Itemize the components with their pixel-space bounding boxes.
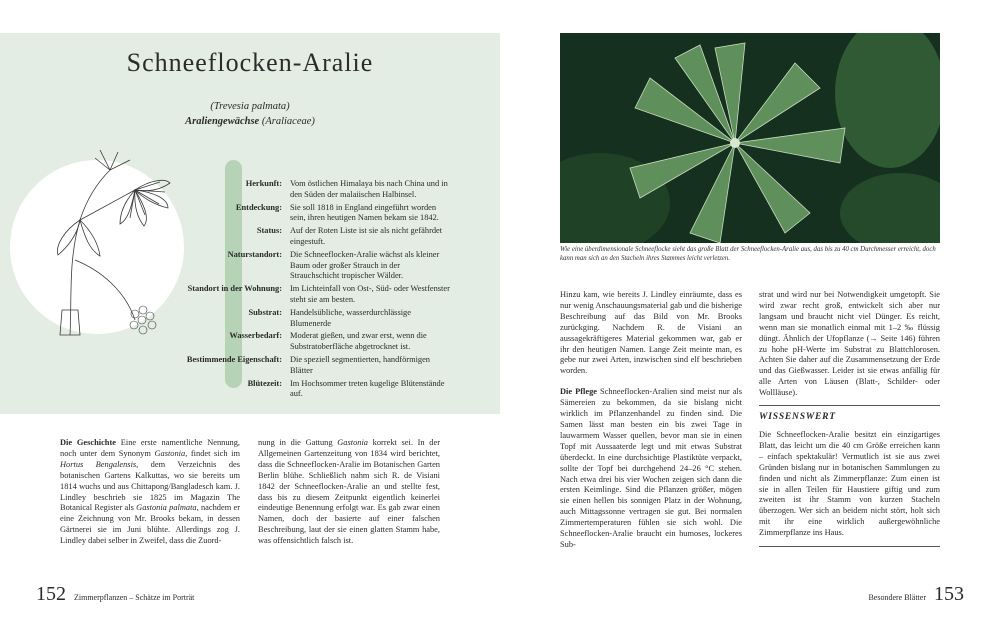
fact-label: Blütezeit: — [247, 378, 282, 388]
fact-label: Status: — [256, 226, 282, 236]
fact-value: Die Schneeflocken-Aralie wächst als kleiner Baum oder großer Strauch in der Strauchschicht tropischer Wälder. — [290, 249, 440, 281]
fact-row — [182, 284, 452, 306]
body-column-1 — [60, 438, 240, 547]
fact-value: Sie soll 1818 in England eingeführt worden sein, ihren heutigen Namen bekam sie 1842. — [290, 202, 439, 223]
plant-illustration-icon — [40, 150, 190, 340]
box-top-rule — [759, 405, 940, 406]
fact-row — [182, 250, 452, 282]
body-column-3 — [560, 290, 742, 551]
body-text: Eine erste namentliche Nennung, noch unter dem Synonym — [60, 438, 240, 458]
body-text: , nachdem er eine Zeichnung von Mr. Brooks bekam, in dessen Gärtnerei sie im Juni blühte. Allerdings zog J. Lindley dabei selber in Zweifel, dass die Zuord- — [60, 503, 240, 546]
fact-row — [182, 355, 452, 377]
fact-label: Wasserbedarf: — [229, 331, 282, 341]
right-page — [500, 0, 1000, 631]
body-column-4 — [759, 290, 940, 399]
box-title: WISSENSWERT — [759, 412, 836, 422]
fact-label: Bestimmende Eigenschaft: — [186, 354, 282, 364]
body-text: , dem Verzeichnis des botanischen Gartens Kalkuttas, wo sie bereits um 1814 wuchs und aus Chittapong/Bangladesch kam. J. Lindley beschrieb sie 1825 im Magazin The Botanical Register als — [60, 459, 240, 513]
fact-label: Entdeckung: — [235, 202, 282, 212]
page-number: 153 — [934, 583, 964, 605]
fact-row — [182, 203, 452, 225]
photo-caption: Wie eine überdimensionale Schneeflocke sieht das große Blatt der Schneeflocken-Aralie aus, das bis zu 40 cm Durchmesser erreicht, doch kann man sich an den Stacheln ihres Stammes leicht verletzen. — [560, 246, 936, 262]
plant-photo — [560, 33, 940, 243]
section-lead: Die Geschichte — [60, 438, 116, 447]
body-text: , findet sich im — [185, 448, 240, 458]
folio-left — [36, 583, 202, 606]
box-bottom-rule — [759, 546, 940, 547]
section-lead: Die Pflege — [560, 387, 597, 397]
fact-value: Im Lichteinfall von Ost-, Süd- oder Westfenster steht sie am besten. — [290, 284, 450, 304]
leaf-photo-icon — [560, 33, 940, 243]
family-latin: (Araliaceae) — [261, 116, 315, 127]
fact-value: Die speziell segmentierten, handförmigen Blätter — [290, 354, 430, 375]
plant-facts — [182, 179, 452, 402]
running-head: Besondere Blätter — [868, 593, 926, 602]
body-text: korrekt sei. In der Allgemeinen Gartenzeitung von 1834 wird berichtet, dass die Schneeflocken-Aralie im Botanischen Garten Berlin blühe. Schließlich nahm sich R. de Visiani 1842 der Schneeflocken-Aralie an und stellte fest, dass bis zu diesem Zeitpunkt eigentlich keinerlei eindeutige Benennung erfolgt war. Es gab zwar einen Namen, doch der basierte auf einer falschen Beschreibung, laut der sie einen glatten Stamm habe, was offensichtlich falsch ist. — [258, 438, 440, 546]
fact-label: Naturstandort: — [227, 249, 282, 259]
folio-right — [860, 583, 964, 606]
fact-label: Herkunft: — [245, 179, 282, 188]
family-name: Araliengewächse — [185, 116, 260, 127]
fact-row — [182, 308, 452, 330]
body-paragraph: strat und wird nur bei Notwendigkeit umgetopft. Sie wird zwar recht groß, entwickelt sich aber nur langsam und braucht nicht viel Dünger. Es reicht, wenn man sie monatlich einmal mit 1–2 ‰ flüssig düngt. Ähnlich der Ufopflanze (→ Seite 146) führen zu hohe pH-Werte im Substrat zu Blattchlorosen. Achten Sie daher auf die Zusammensetzung der Erde und das Gießwasser. Leider ist sie etwas anfällig für alle Arten von Läusen (Blatt-, Schilder- oder Wollläuse). — [759, 290, 940, 398]
fact-value: Moderat gießen, und zwar erst, wenn die Substratoberfläche abgetrocknet ist. — [290, 331, 427, 352]
box-text: Die Schneeflocken-Aralie besitzt ein einzigartiges Blatt, das leicht um die 40 cm Größe erreichen kann – einfach spektakulär! Vermutlich ist sie aus zwei Gründen bislang nur in botanischen Sammlungen zu finden und nicht als Zimmerpflanze: Zum einen ist sie in allen Teilen für Haustiere giftig und zum zweiten ist ihr Stamm von kurzen Stacheln überzogen. Wer sich an beidem nicht stört, holt sich mit ihr eine wirklich außergewöhnliche Zimmerpflanze ins Haus. — [759, 430, 940, 538]
fact-row — [182, 226, 452, 248]
page-number: 152 — [36, 583, 66, 605]
fact-label: Standort in der Wohnung: — [187, 284, 282, 294]
fact-row — [182, 379, 452, 401]
fact-label: Substrat: — [248, 307, 282, 317]
page-title: Schneeflocken-Aralie — [126, 48, 374, 77]
latin-name: (Trevesia palmata) — [210, 101, 290, 112]
plant-family — [0, 116, 500, 127]
fact-value: Auf der Roten Liste ist sie als nicht gefährdet eingestuft. — [290, 226, 443, 246]
fact-value: Handelsübliche, wasserdurchlässige Blumenerde — [290, 307, 411, 328]
body-text-italic: Gastonia palmata — [136, 503, 197, 513]
running-head: Zimmerpflanzen – Schätze im Porträt — [74, 593, 195, 602]
body-text-italic: Gastonia — [337, 438, 368, 447]
fact-value: Vom östlichen Himalaya bis nach China und in den Süden der malaiischen Halbinsel. — [290, 179, 448, 199]
body-text-italic: Gastonia — [154, 448, 186, 458]
body-text: nung in die Gattung — [258, 438, 338, 447]
body-text: Schneeflocken-Aralien sind meist nur als Sämereien zu bekommen, da sie bislang nicht wirklich im Pflanzenhandel zu finden sind. Die Samen lässt man besten ein bis zwei Tage in lauwarmem Wasser quellen, bevor man sie in einen Topf mit Aussaaterde legt und mit etwas Substrat überdeckt. In eine durchsichtige Plastiktüte verpackt, sollte der Topf bei durchgehend 24–26 °C stehen. Nach etwa drei bis vier Wochen zeigen sich dann die ersten Keimlinge. Sind die Pflanzen größer, mögen sie einen hellen bis sonnigen Platz in der Wohnung, auch Mittagssonne vertragen sie gut. Bei normalen Zimmertemperaturen fühlen sie sich wohl. Die Schneeflocken-Aralie braucht ein humoses, lockeres Sub- — [560, 387, 742, 549]
fact-value: Im Hochsommer treten kugelige Blütenstände auf. — [290, 378, 445, 399]
body-text-italic: Hortus Bengalensis — [60, 459, 137, 469]
fact-row — [182, 331, 452, 353]
body-paragraph: Hinzu kam, wie bereits J. Lindley einräumte, dass es nur wenig Anschauungsmaterial gab und die bisherige Beschreibung auf das Bild von Mr. Brooks zurückging. Nachdem R. de Visiani an aussagekräftigeres Material gekommen war, gab er ihr den heutigen Namen. Lange Zeit meinte man, es gebe nur zwei Arten, inzwischen sind elf beschrieben worden. — [560, 290, 742, 376]
body-column-2 — [258, 438, 440, 547]
body-paragraph — [560, 387, 742, 551]
fact-row — [182, 179, 452, 201]
